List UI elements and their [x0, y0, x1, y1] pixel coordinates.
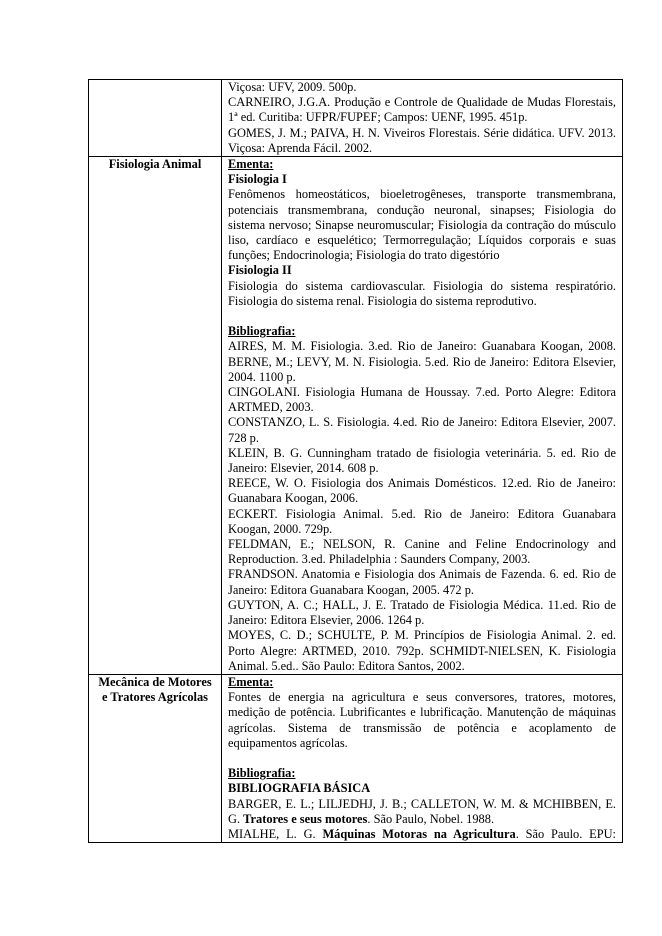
spacer — [228, 309, 616, 324]
bibliografia-heading: Bibliografia: — [228, 766, 296, 781]
bibliography-entry: CARNEIRO, J.G.A. Produção e Controle de Qualidade de Mudas Florestais, 1ª ed. Curitiba: UFPR/FUPEF; Campos: UENF, 1995. 451p. — [228, 95, 616, 125]
bibliography-entry: GUYTON, A. C.; HALL, J. E. Tratado de Fisiologia Médica. 11.ed. Rio de Janeiro: Editora Elsevier, 2006. 1264 p. — [228, 597, 616, 628]
bibliography-entry: CONSTANZO, L. S. Fisiologia. 4.ed. Rio de Janeiro: Editora Elsevier, 2007. 728 p. — [228, 415, 616, 445]
reference-details: . São Paulo, Nobel. 1988. — [367, 811, 495, 826]
table-row — [89, 80, 623, 157]
bibliography-entry: REECE, W. O. Fisiologia dos Animais Domésticos. 12.ed. Rio de Janeiro: Guanabara Koogan, 2006. — [228, 476, 616, 506]
bibliography-entry: FELDMAN, E.; NELSON, R. Canine and Feline Endocrinology and Reproduction. 3.ed. Philadelphia : Saunders Company, 2003. — [228, 537, 616, 567]
table-row — [89, 157, 623, 675]
module-title: Fisiologia I — [228, 172, 287, 187]
bibliography-entry — [228, 827, 616, 842]
ementa-heading: Ementa: — [228, 157, 274, 172]
bibliography-entry — [228, 797, 616, 827]
module-description: Fisiologia do sistema cardiovascular. Fisiologia do sistema respiratório. Fisiologia do sistema renal. Fisiologia do sistema reprodutivo. — [228, 278, 616, 308]
subject-cell: Fisiologia Animal — [89, 157, 222, 675]
bibliografia-basica-heading: BIBLIOGRAFIA BÁSICA — [228, 781, 371, 796]
bibliography-entry: AIRES, M. M. Fisiologia. 3.ed. Rio de Janeiro: Guanabara Koogan, 2008. BERNE, M.; LEVY, M. N. Fisiologia. 5.ed. Rio de Janeiro: Editora Elsevier, 2004. 1100 p. — [228, 339, 616, 384]
bibliography-entry: CINGOLANI. Fisiologia Humana de Houssay. 7.ed. Porto Alegre: Editora ARTMED, 2003. — [228, 385, 616, 415]
bibliography-entry: MOYES, C. D.; SCHULTE, P. M. Princípios de Fisiologia Animal. 2. ed. Porto Alegre: ARTMED, 2010. 792p. SCHMIDT-NIELSEN, K. Fisiologia Animal. 5.ed.. São Paulo: Editora Santos, 2002. — [228, 628, 616, 673]
subject-cell: Mecânica de Motores e Tratores Agrícolas — [89, 674, 222, 842]
ementa-description: Fontes de energia na agricultura e seus conversores, tratores, motores, medição de potência. Lubrificantes e lubrificação. Manutenção de máquinas agrícolas. Sistema de transmissão de potência e acoplamento de equipamentos agrícolas. — [228, 690, 616, 750]
table-row — [89, 674, 623, 842]
reference-title: Máquinas Motoras na Agricultura — [322, 826, 516, 841]
subject-cell — [89, 80, 222, 157]
bibliography-entry: Viçosa: UFV, 2009. 500p. — [228, 80, 357, 94]
content-cell — [222, 674, 623, 842]
curriculum-table — [88, 79, 623, 843]
bibliography-entry: ECKERT. Fisiologia Animal. 5.ed. Rio de Janeiro: Editora Guanabara Koogan, 2000. 729p. — [228, 506, 616, 536]
content-cell — [222, 157, 623, 675]
module-title: Fisiologia II — [228, 263, 292, 278]
reference-authors: BARGER, E. L.; LILJEDHJ, J. B.; CALLETON, W. M. & MCHIBBEN, E. G. — [228, 796, 616, 826]
bibliography-entry: KLEIN, B. G. Cunningham tratado de fisiologia veterinária. 5. ed. Rio de Janeiro: Elsevier, 2014. 608 p. — [228, 445, 616, 476]
reference-details: . São Paulo. EPU: — [515, 826, 616, 841]
module-description: Fenômenos homeostáticos, bioeletrogêneses, transporte transmembrana, potenciais transmembrana, condução neuronal, sinapses; Fisiologia do sistema nervoso; Sinapse neuromuscular; Fisiologia da contração do músculo liso, cardíaco e esquelético; Termorregulação; Líquidos corporais e suas funções; Endocrinologia; Fisiologia do trato digestório — [228, 187, 616, 263]
bibliography-entry: FRANDSON. Anatomia e Fisiologia dos Animais de Fazenda. 6. ed. Rio de Janeiro: Editora Guanabara Koogan, 2005. 472 p. — [228, 567, 616, 597]
bibliografia-heading: Bibliografia: — [228, 324, 296, 339]
spacer — [228, 751, 616, 766]
bibliography-entry: GOMES, J. M.; PAIVA, H. N. Viveiros Florestais. Série didática. UFV. 2013. Viçosa: Aprenda Fácil. 2002. — [228, 125, 616, 155]
reference-title: Tratores e seus motores — [243, 811, 368, 826]
ementa-heading: Ementa: — [228, 674, 274, 689]
reference-authors: MIALHE, L. G. — [228, 826, 316, 841]
content-cell — [222, 80, 623, 157]
